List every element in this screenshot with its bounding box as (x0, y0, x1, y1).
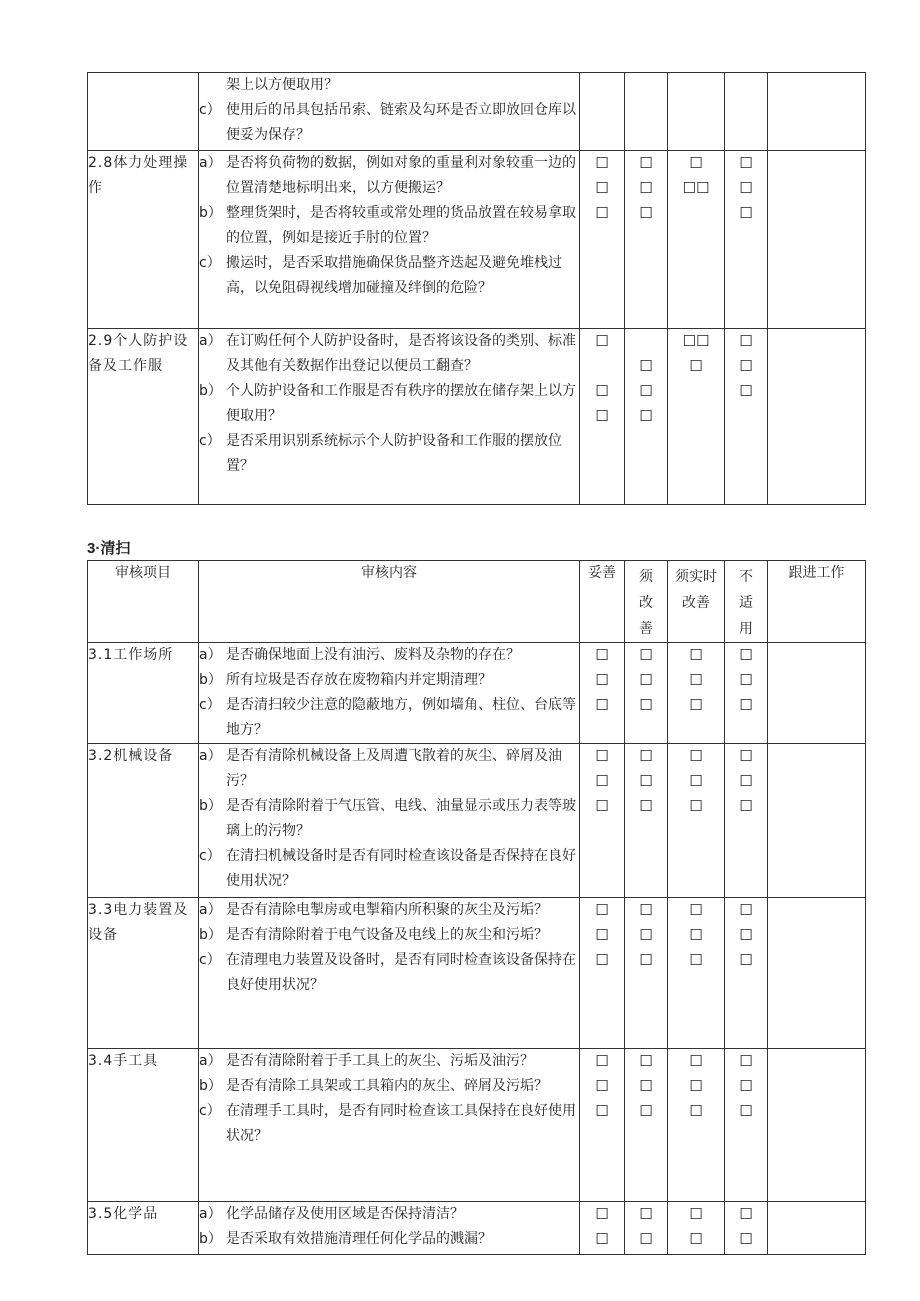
follow-up-cell[interactable] (768, 898, 866, 1049)
checkbox-icon[interactable]: ☐ (739, 179, 753, 197)
checkbox-icon[interactable]: ☐ (689, 772, 703, 790)
content-line: a） 化学品储存及使用区域是否保持清洁？ (199, 1206, 464, 1222)
checkbox-icon[interactable]: ☐ (639, 926, 653, 944)
checkbox-icon[interactable]: ☐ (739, 797, 753, 815)
column-header-proper: 妥善 (580, 561, 625, 643)
checkbox-icon[interactable]: ☐ (595, 696, 609, 714)
checkbox-cell-proper[interactable] (580, 1049, 625, 1202)
checkbox-icon[interactable]: ☐ (595, 747, 609, 765)
checkbox-cell-proper[interactable] (580, 73, 625, 151)
checkbox-icon[interactable]: ☐ (689, 646, 703, 664)
checkbox-icon[interactable]: ☐ (739, 747, 753, 765)
checkbox-icon[interactable]: ☐ (595, 204, 609, 222)
checkbox-cell-immediate[interactable] (668, 1202, 725, 1255)
follow-up-cell[interactable] (768, 1202, 866, 1255)
checkbox-cell-proper[interactable] (580, 744, 625, 898)
content-line: a） 在订购任何个人防护设备时，是否将该设备的类别、标准及其他有关数据作出登记以便员工翻查？ (199, 333, 576, 374)
checkbox-cell-improve[interactable] (625, 744, 668, 898)
content-line: a） 是否确保地面上没有油污、废料及杂物的存在？ (199, 647, 520, 663)
checkbox-icon[interactable]: ☐ (639, 747, 653, 765)
checkbox-icon[interactable]: ☐ (689, 926, 703, 944)
checkbox-cell-proper[interactable] (580, 643, 625, 744)
checkbox-icon[interactable]: ☐ (639, 901, 653, 919)
checkbox-icon[interactable]: ☐ (689, 1052, 703, 1070)
checkbox-icon[interactable]: ☐ (739, 671, 753, 689)
content-line: c） 搬运时，是否采取措施确保货品整齐迭起及避免堆栈过高，以免阻碍视线增加碰撞及绊倒的危险？ (199, 255, 562, 296)
checkbox-icon[interactable]: ☐ (689, 357, 703, 375)
checkbox-cell-immediate[interactable] (668, 744, 725, 898)
checkbox-icon[interactable]: ☐ (689, 696, 703, 714)
checkbox-cell-na[interactable] (725, 898, 768, 1049)
checkbox-icon[interactable]: ☐ (595, 1230, 609, 1248)
audit-item: 3.4手工具 (88, 1049, 199, 1202)
checkbox-icon[interactable]: ☐ (689, 797, 703, 815)
content-line: c） 使用后的吊具包括吊索、链索及勾环是否立即放回仓库以便妥为保存？ (199, 102, 576, 143)
column-header-improve: 须改善 (625, 561, 668, 643)
audit-table-cleaning (87, 560, 866, 1255)
content-line: 架上以方便取用？ (226, 77, 338, 93)
column-header-content: 审核内容 (199, 561, 580, 643)
checkbox-icon[interactable]: ☐ (639, 671, 653, 689)
checkbox-icon[interactable]: ☐ (595, 646, 609, 664)
checkbox-icon[interactable]: ☐ (595, 154, 609, 172)
content-line: b） 是否有清除工具架或工具箱内的灰尘、碎屑及污垢？ (199, 1078, 548, 1094)
follow-up-cell[interactable] (768, 643, 866, 744)
content-line: b） 是否有清除附着于气压管、电线、油量显示或压力表等玻璃上的污物？ (199, 798, 576, 839)
checkbox-icon[interactable]: ☐☐ (682, 179, 710, 197)
checkbox-icon[interactable]: ☐ (689, 901, 703, 919)
checkbox-cell-immediate[interactable] (668, 898, 725, 1049)
checkbox-cell-immediate[interactable] (668, 73, 725, 151)
checkbox-icon[interactable]: ☐ (739, 1102, 753, 1120)
checkbox-cell-improve[interactable] (625, 73, 668, 151)
column-header-immediate: 须实时改善 (668, 561, 725, 643)
content-line: a） 是否有清除机械设备上及周遭飞散着的灰尘、碎屑及油污？ (199, 748, 562, 789)
checkbox-icon[interactable]: ☐ (689, 1205, 703, 1223)
content-line: a） 是否有清除电掣房或电掣箱内所积聚的灰尘及污垢？ (199, 902, 548, 918)
checkbox-icon[interactable]: ☐ (639, 154, 653, 172)
checkbox-cell-immediate[interactable] (668, 151, 725, 329)
checkbox-icon[interactable]: ☐ (639, 646, 653, 664)
checkbox-icon[interactable]: ☐ (739, 926, 753, 944)
table-row (88, 1049, 866, 1202)
checkbox-cell-immediate[interactable] (668, 643, 725, 744)
checkbox-icon[interactable]: ☐ (689, 154, 703, 172)
checkbox-icon[interactable]: ☐ (639, 1077, 653, 1095)
checkbox-icon[interactable]: ☐ (689, 1077, 703, 1095)
checkbox-cell-na[interactable] (725, 1202, 768, 1255)
checkbox-icon[interactable]: ☐ (639, 357, 653, 375)
follow-up-cell[interactable] (768, 151, 866, 329)
checkbox-icon[interactable]: ☐ (739, 1205, 753, 1223)
checkbox-icon[interactable]: ☐ (639, 772, 653, 790)
checkbox-cell-improve[interactable] (625, 1202, 668, 1255)
checkbox-icon[interactable]: ☐ (595, 1102, 609, 1120)
checkbox-icon[interactable]: ☐ (595, 179, 609, 197)
table-row (88, 73, 866, 151)
table-row (88, 643, 866, 744)
checkbox-icon[interactable]: ☐ (639, 1102, 653, 1120)
table-row (88, 744, 866, 898)
checkbox-cell-improve[interactable] (625, 643, 668, 744)
checkbox-cell-na[interactable] (725, 329, 768, 505)
follow-up-cell[interactable] (768, 73, 866, 151)
checkbox-icon[interactable]: ☐ (595, 797, 609, 815)
column-header-follow-up: 跟进工作 (768, 561, 866, 643)
audit-content (199, 1202, 580, 1255)
checkbox-icon[interactable]: ☐ (595, 332, 609, 350)
checkbox-cell-improve[interactable] (625, 151, 668, 329)
checkbox-icon[interactable] (580, 354, 624, 379)
checkbox-icon[interactable]: ☐ (639, 407, 653, 425)
checkbox-icon[interactable]: ☐ (639, 1205, 653, 1223)
checkbox-icon[interactable]: ☐ (595, 382, 609, 400)
checkbox-icon[interactable]: ☐ (739, 1052, 753, 1070)
checkbox-icon[interactable]: ☐ (739, 696, 753, 714)
checkbox-icon[interactable]: ☐ (739, 154, 753, 172)
checkbox-icon[interactable]: ☐ (689, 1102, 703, 1120)
section-title: 3·清扫 (87, 540, 131, 557)
checkbox-icon[interactable]: ☐ (739, 772, 753, 790)
column-header-na: 不适用 (725, 561, 768, 643)
content-line: c） 在清扫机械设备时是否有同时检查该设备是否保持在良好使用状况？ (199, 848, 576, 889)
audit-content (199, 329, 580, 505)
checkbox-icon[interactable]: ☐ (739, 382, 753, 400)
table-row (88, 898, 866, 1049)
checkbox-icon[interactable]: ☐ (595, 926, 609, 944)
content-line: c） 在清理手工具时，是否有同时检查该工具保持在良好使用状况？ (199, 1103, 576, 1144)
checkbox-cell-proper[interactable] (580, 1202, 625, 1255)
checkbox-icon[interactable]: ☐ (639, 382, 653, 400)
content-line: b） 个人防护设备和工作服是否有秩序的摆放在储存架上以方便取用？ (199, 383, 576, 424)
checkbox-icon[interactable]: ☐ (595, 407, 609, 425)
checkbox-icon[interactable]: ☐ (689, 951, 703, 969)
checkbox-cell-proper[interactable] (580, 329, 625, 505)
checkbox-icon[interactable]: ☐☐ (682, 332, 710, 350)
checkbox-icon[interactable]: ☐ (739, 204, 753, 222)
audit-content (199, 643, 580, 744)
checkbox-icon[interactable]: ☐ (739, 901, 753, 919)
content-line: c） 是否采用识别系统标示个人防护设备和工作服的摆放位置？ (199, 433, 562, 474)
checkbox-icon[interactable]: ☐ (595, 1077, 609, 1095)
content-line: b） 是否有清除附着于电气设备及电线上的灰尘和污垢？ (199, 927, 548, 943)
checkbox-icon[interactable]: ☐ (639, 1230, 653, 1248)
checkbox-icon[interactable]: ☐ (639, 951, 653, 969)
audit-content (199, 744, 580, 898)
checkbox-icon[interactable]: ☐ (595, 901, 609, 919)
audit-item: 3.3电力装置及设备 (88, 898, 199, 1049)
checkbox-icon[interactable]: ☐ (639, 179, 653, 197)
follow-up-cell[interactable] (768, 329, 866, 505)
content-line: a） 是否有清除附着于手工具上的灰尘、污垢及油污？ (199, 1053, 534, 1069)
checkbox-icon[interactable]: ☐ (739, 951, 753, 969)
checkbox-icon[interactable]: ☐ (595, 772, 609, 790)
checkbox-icon[interactable]: ☐ (739, 332, 753, 350)
checkbox-icon[interactable]: ☐ (595, 1052, 609, 1070)
checkbox-icon[interactable]: ☐ (689, 671, 703, 689)
audit-content (199, 1049, 580, 1202)
table-header-row (88, 561, 866, 643)
checkbox-icon[interactable]: ☐ (639, 696, 653, 714)
audit-content (199, 151, 580, 329)
checkbox-icon[interactable]: ☐ (595, 671, 609, 689)
table-row (88, 151, 866, 329)
column-header-item: 审核项目 (88, 561, 199, 643)
checkbox-icon[interactable]: ☐ (639, 797, 653, 815)
checkbox-cell-na[interactable] (725, 1049, 768, 1202)
content-line: b） 是否采取有效措施清理任何化学品的溅漏？ (199, 1231, 492, 1247)
audit-item (88, 73, 199, 151)
checkbox-cell-improve[interactable] (625, 329, 668, 505)
follow-up-cell[interactable] (768, 744, 866, 898)
table-row (88, 329, 866, 505)
audit-item: 3.2机械设备 (88, 744, 199, 898)
checkbox-icon[interactable]: ☐ (739, 1077, 753, 1095)
checkbox-cell-immediate[interactable] (668, 329, 725, 505)
checkbox-icon[interactable]: ☐ (739, 357, 753, 375)
checkbox-icon[interactable] (625, 329, 667, 354)
content-line: b） 整理货架时，是否将较重或常处理的货品放置在较易拿取的位置，例如是接近手肘的位置？ (199, 205, 576, 246)
table-row (88, 1202, 866, 1255)
checkbox-icon[interactable]: ☐ (639, 204, 653, 222)
audit-item: 3.5化学品 (88, 1202, 199, 1255)
audit-item: 3.1工作场所 (88, 643, 199, 744)
checkbox-cell-improve[interactable] (625, 1049, 668, 1202)
audit-content (199, 898, 580, 1049)
audit-content (199, 73, 580, 151)
checkbox-icon[interactable]: ☐ (689, 747, 703, 765)
checkbox-icon[interactable]: ☐ (595, 951, 609, 969)
audit-item: 2.9个人防护设备及工作服 (88, 329, 199, 505)
checkbox-icon[interactable]: ☐ (595, 1205, 609, 1223)
checkbox-icon[interactable]: ☐ (639, 1052, 653, 1070)
follow-up-cell[interactable] (768, 1049, 866, 1202)
checkbox-icon[interactable]: ☐ (739, 646, 753, 664)
content-line: b） 所有垃圾是否存放在废物箱内并定期清理？ (199, 672, 492, 688)
checkbox-cell-na[interactable] (725, 151, 768, 329)
content-line: c） 在清理电力装置及设备时，是否有同时检查该设备保持在良好使用状况？ (199, 952, 576, 993)
checkbox-icon[interactable]: ☐ (739, 1230, 753, 1248)
content-line: c） 是否清扫较少注意的隐蔽地方，例如墙角、柱位、台底等地方？ (199, 697, 576, 738)
checkbox-cell-na[interactable] (725, 643, 768, 744)
checkbox-cell-immediate[interactable] (668, 1049, 725, 1202)
checkbox-cell-na[interactable] (725, 744, 768, 898)
checkbox-icon[interactable]: ☐ (689, 1230, 703, 1248)
audit-table-continued (87, 72, 866, 505)
checkbox-cell-proper[interactable] (580, 898, 625, 1049)
checkbox-cell-improve[interactable] (625, 898, 668, 1049)
checkbox-cell-na[interactable] (725, 73, 768, 151)
checkbox-cell-proper[interactable] (580, 151, 625, 329)
content-line: a） 是否将负荷物的数据，例如对象的重量利对象较重一边的位置清楚地标明出来，以方便搬运？ (199, 155, 576, 196)
audit-item: 2.8体力处理操作 (88, 151, 199, 329)
